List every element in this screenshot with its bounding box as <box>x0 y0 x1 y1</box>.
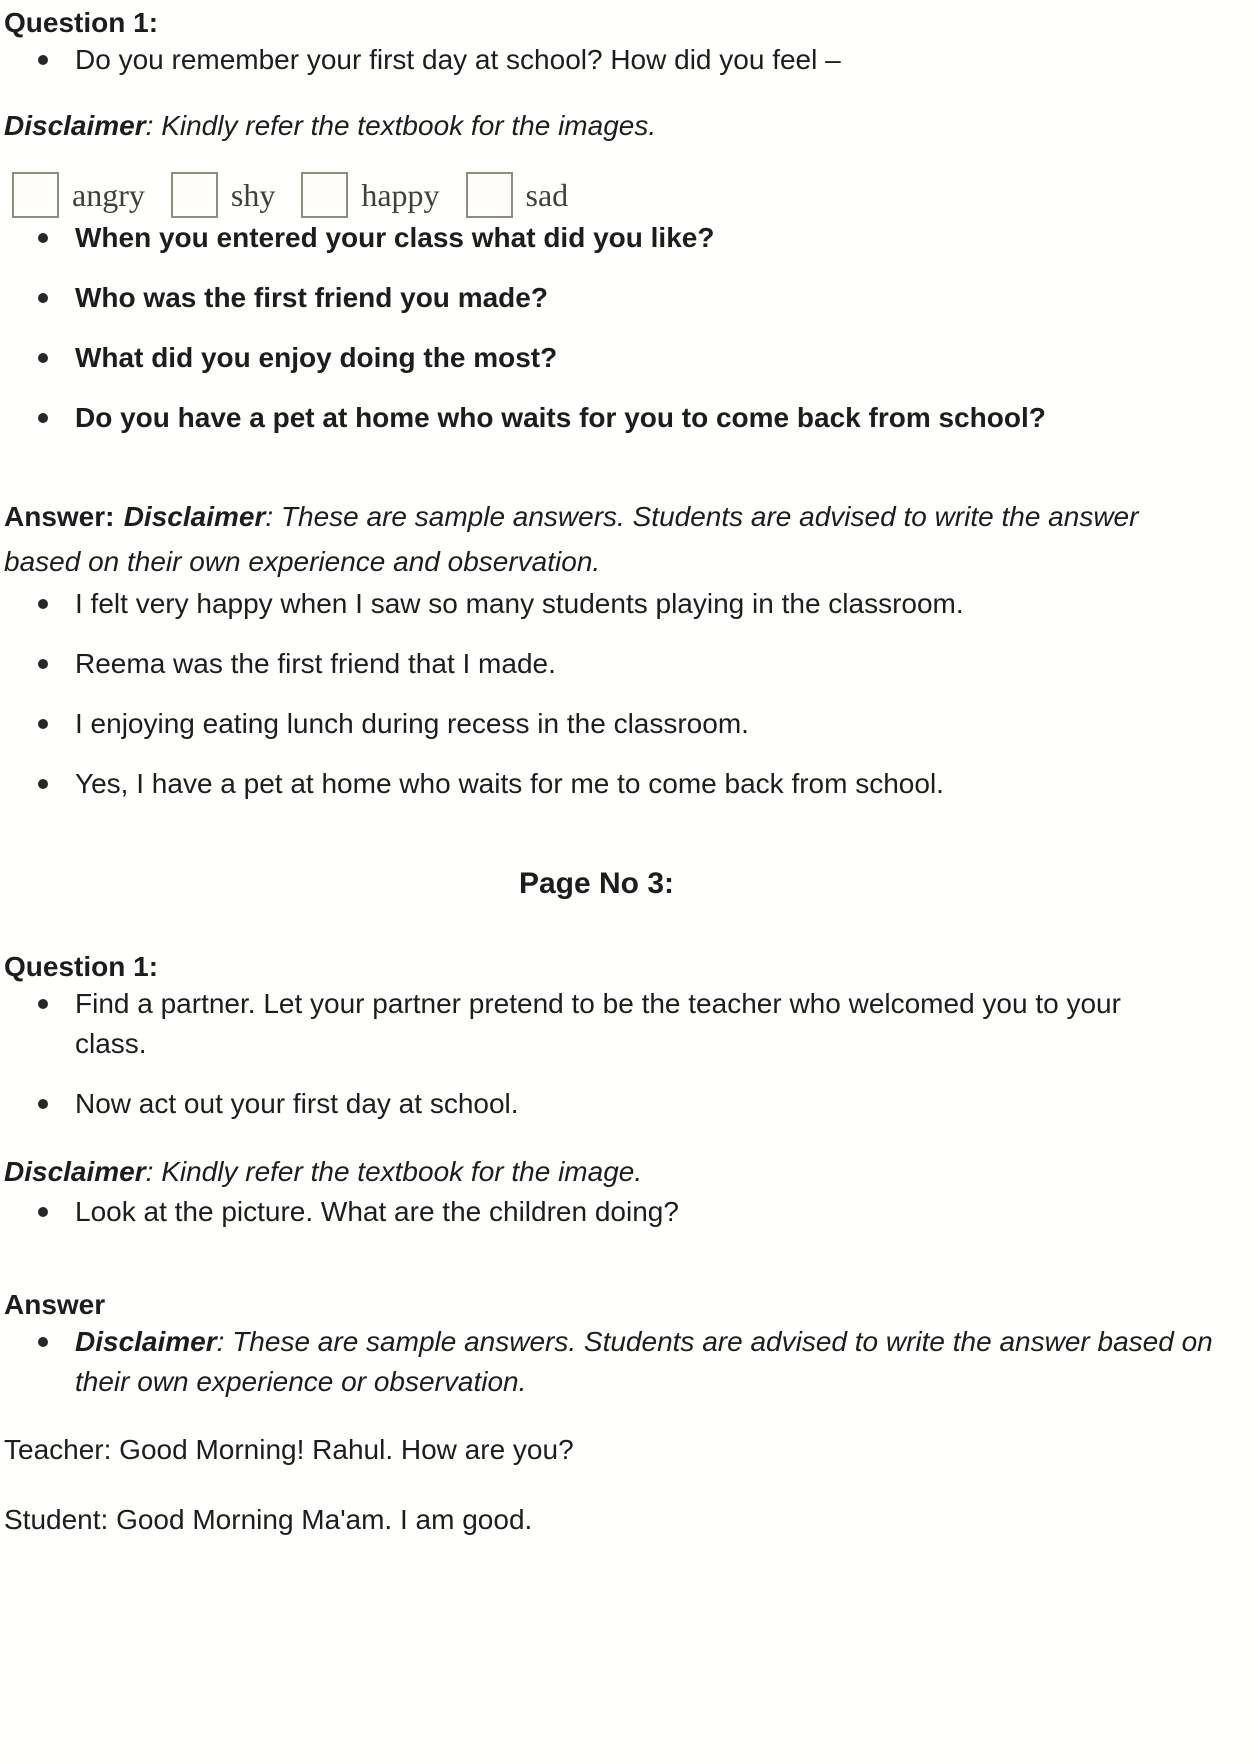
checkbox-item-sad <box>466 172 569 218</box>
bullet-text: Do you remember your first day at school? How did you feel – <box>75 44 841 75</box>
checkbox-label: happy <box>361 177 440 213</box>
bullet-text: When you entered your class what did you like? <box>75 222 715 253</box>
disclaimer-label: Disclaimer <box>4 110 146 141</box>
answer-heading: Answer <box>4 1289 106 1320</box>
bullet-icon <box>38 999 48 1009</box>
bullet-item <box>4 40 1249 80</box>
bullet-item <box>4 644 1249 684</box>
checkbox-label: angry <box>72 177 145 213</box>
bullet-icon <box>38 659 48 669</box>
disclaimer-paragraph <box>4 106 1249 146</box>
answer-label: Answer: <box>4 501 115 532</box>
disclaimer-label: Disclaimer <box>4 1156 146 1187</box>
bullet-text: Who was the first friend you made? <box>75 282 548 313</box>
dialogue-line-student: Student: Good Morning Ma'am. I am good. <box>4 1504 533 1535</box>
bullet-icon <box>38 233 48 243</box>
disclaimer-label: Disclaimer <box>75 1326 217 1357</box>
disclaimer-text: : Kindly refer the textbook for the image. <box>145 1156 643 1187</box>
dialogue-line-teacher: Teacher: Good Morning! Rahul. How are you? <box>4 1434 574 1465</box>
checkbox-happy[interactable] <box>301 172 348 218</box>
checkbox-item-angry <box>12 172 145 218</box>
disclaimer-text: : These are sample answers. Students are advised to write the answer based on their own experience and observation. <box>4 501 1139 577</box>
feelings-checkbox-row <box>4 172 1249 218</box>
question-heading: Question 1: <box>4 7 159 38</box>
disclaimer-paragraph <box>4 1152 1249 1192</box>
bullet-item <box>4 1322 1249 1402</box>
checkbox-shy[interactable] <box>171 172 218 218</box>
bullet-text: Yes, I have a pet at home who waits for me to come back from school. <box>75 768 944 799</box>
bullet-icon <box>38 55 48 65</box>
bullet-item <box>4 1192 1249 1232</box>
disclaimer-label: Disclaimer <box>123 501 266 532</box>
bullet-text: Now act out your first day at school. <box>75 1088 519 1119</box>
bullet-item <box>4 1084 1175 1124</box>
answer-bullet-list <box>4 584 1249 804</box>
bullet-item <box>4 398 1120 438</box>
checkbox-item-shy <box>171 172 275 218</box>
bullet-item <box>4 584 1249 624</box>
bullet-text: Reema was the first friend that I made. <box>75 648 556 679</box>
bullet-icon <box>38 1099 48 1109</box>
bullet-item <box>4 764 1249 804</box>
bullet-item <box>4 338 1120 378</box>
bullet-icon <box>38 1337 48 1347</box>
bullet-text: Find a partner. Let your partner pretend to be the teacher who welcomed you to your class. <box>75 988 1121 1059</box>
question-bullet-list <box>4 1192 1249 1232</box>
bullet-icon <box>38 779 48 789</box>
bullet-text: I felt very happy when I saw so many students playing in the classroom. <box>75 588 964 619</box>
bullet-icon <box>38 599 48 609</box>
bullet-item <box>4 704 1249 744</box>
answer-disclaimer-bullet-list <box>4 1322 1249 1402</box>
bullet-icon <box>38 413 48 423</box>
bullet-text: What did you enjoy doing the most? <box>75 342 558 373</box>
bullet-item <box>4 218 1120 258</box>
checkbox-label: shy <box>230 177 276 213</box>
checkbox-label: sad <box>525 177 569 213</box>
answer-disclaimer-paragraph <box>4 494 1144 584</box>
checkbox-sad[interactable] <box>466 172 513 218</box>
bullet-item <box>4 278 1120 318</box>
question-sub-bullet-list <box>4 218 1249 438</box>
disclaimer-text: : Kindly refer the textbook for the images. <box>145 110 657 141</box>
bullet-text: I enjoying eating lunch during recess in the classroom. <box>75 708 749 739</box>
bullet-icon <box>38 293 48 303</box>
question-bullet-list <box>4 40 1249 80</box>
bullet-text: Look at the picture. What are the children doing? <box>75 1196 679 1227</box>
page-number-heading: Page No 3: <box>518 867 675 900</box>
bullet-item <box>4 984 1175 1064</box>
disclaimer-text: : These are sample answers. Students are advised to write the answer based on their own experience or observation. <box>75 1326 1213 1397</box>
checkbox-item-happy <box>301 172 439 218</box>
question-heading: Question 1: <box>4 951 159 982</box>
bullet-text: Do you have a pet at home who waits for you to come back from school? <box>75 402 1046 433</box>
checkbox-angry[interactable] <box>12 172 59 218</box>
question-bullet-list <box>4 984 1249 1124</box>
bullet-icon <box>38 1207 48 1217</box>
document-page <box>4 6 1249 1540</box>
bullet-icon <box>38 719 48 729</box>
bullet-icon <box>38 353 48 363</box>
